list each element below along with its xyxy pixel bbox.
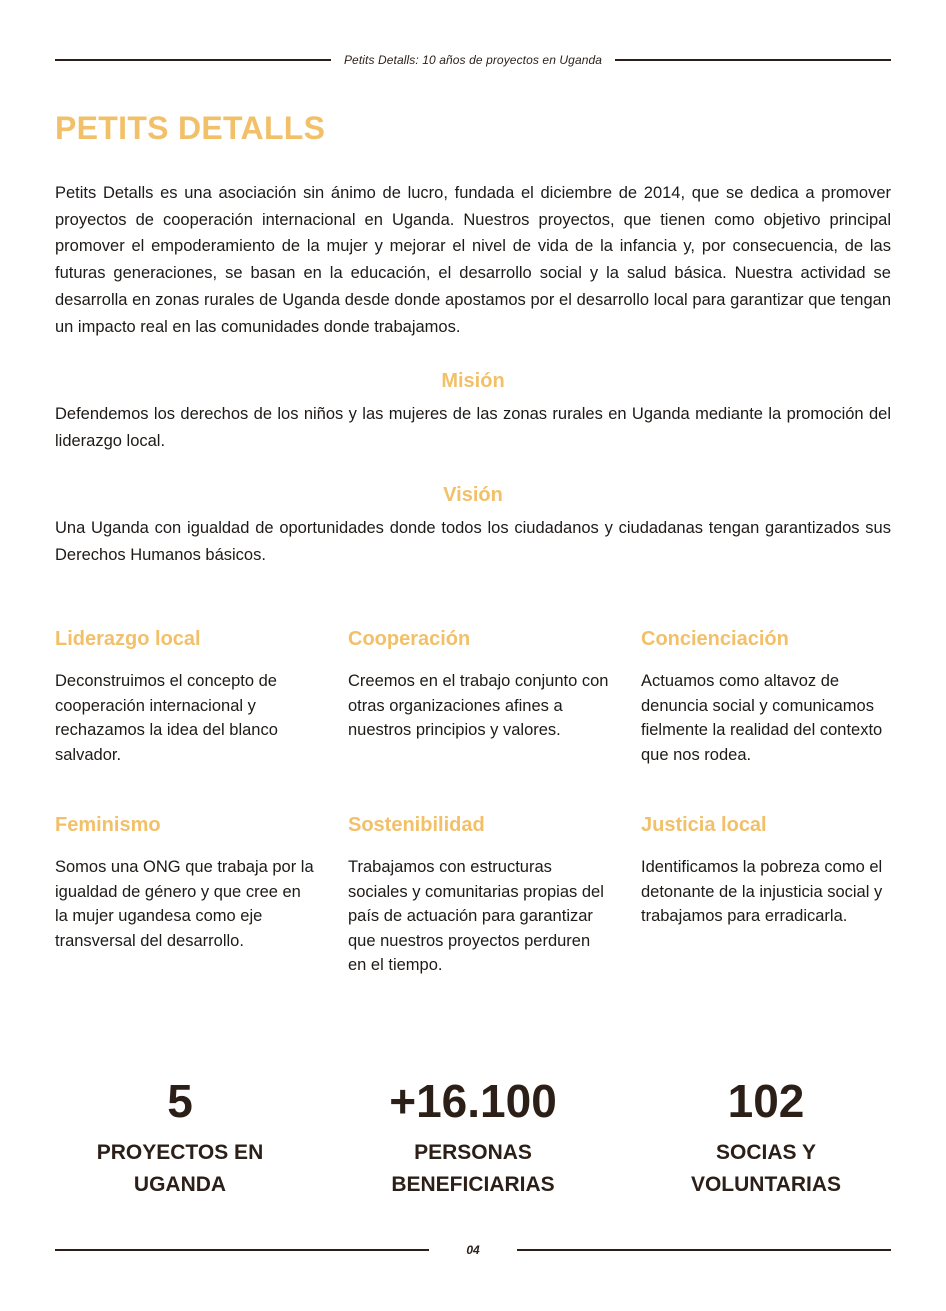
stat-label-line1: PROYECTOS EN	[96, 1141, 264, 1164]
stat-label-line2: BENEFICIARIAS	[391, 1173, 555, 1196]
stat-members	[635, 1073, 897, 1201]
value-title: Justicia local	[641, 814, 767, 836]
vision-heading: Visión	[443, 484, 503, 506]
page-title: PETITS DETALLS	[55, 110, 326, 146]
header-text: Petits Detalls: 10 años de proyectos en Uganda	[343, 53, 603, 67]
stat-beneficiaries	[342, 1073, 604, 1201]
value-text: Somos una ONG que trabaja por la igualdad de género y que cree en la mujer ugandesa como eje transversal del desarrollo.	[55, 858, 314, 950]
stat-label-line2: UGANDA	[133, 1173, 227, 1196]
stat-label	[342, 1137, 604, 1201]
intro-paragraph: Petits Detalls es una asociación sin ánimo de lucro, fundada el diciembre de 2014, que se dedica a promover proyectos de cooperación internacional en Uganda. Nuestros proyectos, que tienen como objetivo principal promover el empoderamiento de la mujer y mejorar el nivel de vida de la infancia y, por consecuencia, de las futuras generaciones, se basan en la educación, el desarrollo social y la salud básica. Nuestra actividad se desarrolla en zonas rurales de Uganda desde donde apostamos por el desarrollo local para garantizar que tengan un impacto real en las comunidades donde trabajamos.	[55, 184, 891, 336]
value-liderazgo-local	[55, 626, 317, 767]
value-text: Actuamos como altavoz de denuncia social y comunicamos fielmente la realidad del contexto que nos rodea.	[641, 672, 883, 764]
page-header	[55, 50, 891, 70]
value-text: Creemos en el trabajo conjunto con otras organizaciones afines a nuestros principios y valores.	[348, 672, 609, 739]
stat-number: 102	[727, 1075, 805, 1127]
value-title: Concienciación	[641, 628, 789, 650]
value-concienciacion	[641, 626, 903, 767]
stat-label-line1: PERSONAS	[414, 1141, 532, 1164]
mission-heading: Misión	[441, 370, 505, 392]
value-sostenibilidad	[348, 812, 610, 978]
page-number: 04	[466, 1243, 480, 1257]
value-text: Trabajamos con estructuras sociales y comunitarias propias del país de actuación para garantizar que nuestros proyectos perduren en el tiempo.	[348, 858, 604, 974]
header-rule-left	[55, 59, 331, 61]
value-cooperacion	[348, 626, 610, 743]
value-title: Cooperación	[348, 628, 471, 650]
stat-label	[49, 1137, 311, 1201]
stat-number: +16.100	[389, 1075, 557, 1127]
value-title: Liderazgo local	[55, 628, 201, 650]
mission-text: Defendemos los derechos de los niños y las mujeres de las zonas rurales en Uganda mediante la promoción del liderazgo local.	[55, 405, 891, 450]
value-title: Feminismo	[55, 814, 161, 836]
page-footer	[55, 1240, 891, 1260]
value-text: Identificamos la pobreza como el detonante de la injusticia social y trabajamos para erradicarla.	[641, 858, 883, 925]
value-title: Sostenibilidad	[348, 814, 485, 836]
vision-text: Una Uganda con igualdad de oportunidades donde todos los ciudadanos y ciudadanas tengan garantizados sus Derechos Humanos básicos.	[55, 519, 891, 564]
stat-projects	[49, 1073, 311, 1201]
stat-label-line2: VOLUNTARIAS	[690, 1173, 842, 1196]
value-text: Deconstruimos el concepto de cooperación internacional y rechazamos la idea del blanco salvador.	[55, 672, 278, 764]
stat-number: 5	[167, 1075, 193, 1127]
header-rule-right	[615, 59, 891, 61]
footer-rule-right	[517, 1249, 891, 1251]
value-feminismo	[55, 812, 317, 953]
stat-label-line1: SOCIAS Y	[716, 1141, 816, 1164]
stat-label	[635, 1137, 897, 1201]
footer-rule-left	[55, 1249, 429, 1251]
value-justicia-local	[641, 812, 903, 929]
